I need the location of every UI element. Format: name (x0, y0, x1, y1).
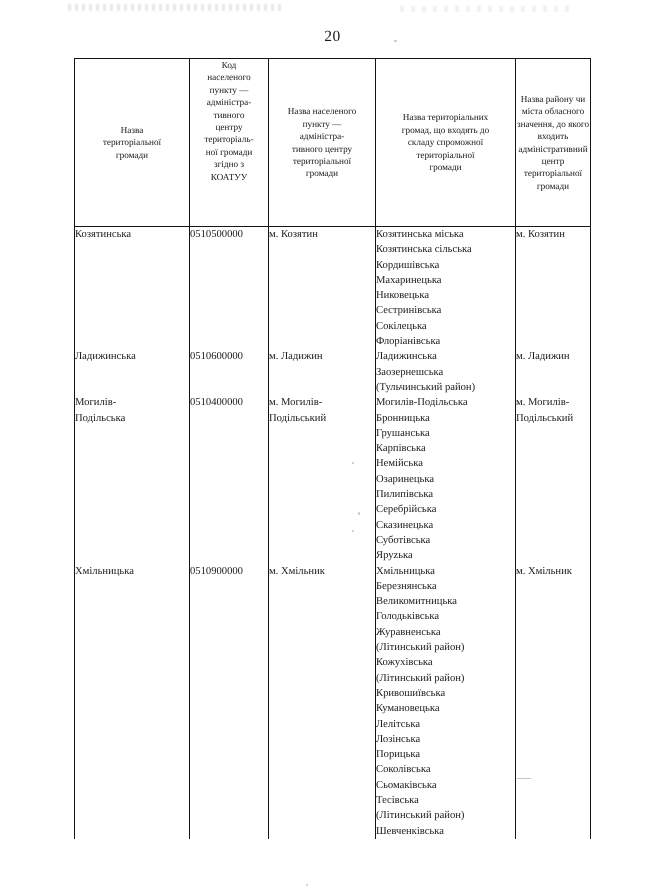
table-row (75, 395, 591, 563)
community-name-line: Могилів- (75, 397, 117, 409)
cell-centre-name (269, 227, 376, 350)
table-row (75, 349, 591, 395)
cell-member-communities (376, 564, 516, 839)
member-line: (Літинський район) (376, 810, 465, 822)
member-line: Кривошиївська (376, 687, 446, 699)
member-line: Сказинецька (376, 519, 434, 531)
member-line: Серебрійська (376, 504, 437, 516)
header-text-member-communities: Назва територіальних громад, що входять до складу спроможної територіальної громади (401, 112, 490, 173)
member-line: Лелітська (376, 718, 421, 730)
centre-line: м. Ладижин (269, 351, 323, 363)
table-body (75, 227, 591, 839)
member-line: Козятинська сільська (376, 244, 472, 256)
header-text-koatuu-code: Код населеного пункту — адміністра- тивного центру територіаль- ної громади згідно з КОАТУУ (204, 60, 254, 182)
header-text-centre-name: Назва населеного пункту — адміністра- тивного центру територіальної громади (287, 106, 357, 179)
member-line: Яруzька (376, 550, 413, 562)
district-line: Подільський (516, 412, 574, 424)
district-line: м. Могилів- (516, 397, 570, 409)
member-line: Суботівська (376, 534, 431, 546)
cell-community-name: Козятинська (75, 227, 190, 350)
member-line: Никовецька (376, 290, 430, 302)
member-line: (Тульчинський район) (376, 381, 476, 393)
member-line: Грушанська (376, 427, 430, 439)
cell-community-name: Ладижинська (75, 349, 190, 395)
member-line: Шевченківська (376, 825, 444, 837)
member-line: Журавненська (376, 626, 441, 638)
member-line: Лозінська (376, 733, 421, 745)
member-line: (Літинський район) (376, 672, 465, 684)
member-line: Карпівська (376, 443, 426, 455)
member-line: Березнянська (376, 580, 437, 592)
cell-district (516, 564, 591, 839)
centre-line: м. Могилів- (269, 397, 323, 409)
header-cell-centre-name (269, 59, 376, 227)
cell-koatuu-code: 0510600000 (190, 349, 269, 395)
scan-artifact-top-left (68, 4, 283, 11)
header-text-district: Назва району чи міста обласного значення, до якого входить адміністративний центр територіальної громади (516, 93, 590, 191)
member-line: Ладижинська (376, 351, 437, 363)
cell-district (516, 349, 591, 395)
district-line: м. Козятин (516, 229, 565, 240)
member-line: Махаринецька (376, 274, 442, 286)
cell-centre-name (269, 349, 376, 395)
header-cell-community-name (75, 59, 190, 227)
member-line: Пилипівська (376, 489, 434, 501)
table-row (75, 227, 591, 350)
header-cell-koatuu-code (190, 59, 269, 227)
cell-koatuu-code: 0510400000 (190, 395, 269, 563)
cell-centre-name (269, 564, 376, 839)
member-line: Сестринівська (376, 305, 442, 317)
district-line: м. Ладижин (516, 351, 570, 363)
cell-community-name: Хмільницька (75, 564, 190, 839)
cell-koatuu-code: 0510500000 (190, 227, 269, 350)
member-line: Голодьківська (376, 611, 440, 623)
member-line: Кордишівська (376, 259, 440, 271)
member-line: Порицька (376, 749, 421, 761)
member-line: Кумановецька (376, 703, 440, 715)
cell-district (516, 395, 591, 563)
member-line: Немійська (376, 458, 423, 470)
scan-speck (306, 884, 308, 886)
district-line: м. Хмільник (516, 565, 572, 577)
cell-koatuu-code: 0510900000 (190, 564, 269, 839)
cell-centre-name (269, 395, 376, 563)
header-cell-member-communities (376, 59, 516, 227)
header-text-community-name: Назва територіальної громади (102, 124, 162, 160)
member-line: Озаринецька (376, 473, 435, 485)
member-line: Сьомаківська (376, 779, 437, 791)
table-row (75, 564, 591, 839)
page-number: 20 (324, 28, 341, 45)
member-line: Великомитницька (376, 596, 457, 608)
centre-line: м. Хмільник (269, 565, 325, 577)
member-line: Флоріанівська (376, 336, 441, 348)
member-line: Козятинська міська (376, 229, 464, 240)
cell-member-communities (376, 395, 516, 563)
registry-table-container (74, 58, 590, 839)
cell-community-name (75, 395, 190, 563)
community-name-line: Подільська (75, 412, 126, 424)
member-line: (Літинський район) (376, 642, 465, 654)
member-line: Бронницька (376, 412, 430, 424)
member-line: Хмільницька (376, 565, 435, 577)
cell-district (516, 227, 591, 350)
member-line: Соколівська (376, 764, 431, 776)
table-header (75, 59, 591, 227)
territorial-communities-table (74, 58, 591, 839)
member-line: Заозернешська (376, 366, 444, 378)
member-line: Могилів-Подільська (376, 397, 468, 409)
centre-line: м. Козятин (269, 229, 318, 240)
member-line: Тесівська (376, 794, 419, 806)
member-line: Сокілецька (376, 320, 427, 332)
cell-member-communities (376, 227, 516, 350)
header-row (75, 59, 591, 227)
scan-artifact-top-right (400, 6, 570, 12)
header-cell-district (516, 59, 591, 227)
member-line: Кожухівська (376, 657, 433, 669)
cell-member-communities (376, 349, 516, 395)
centre-line: Подільський (269, 412, 327, 424)
